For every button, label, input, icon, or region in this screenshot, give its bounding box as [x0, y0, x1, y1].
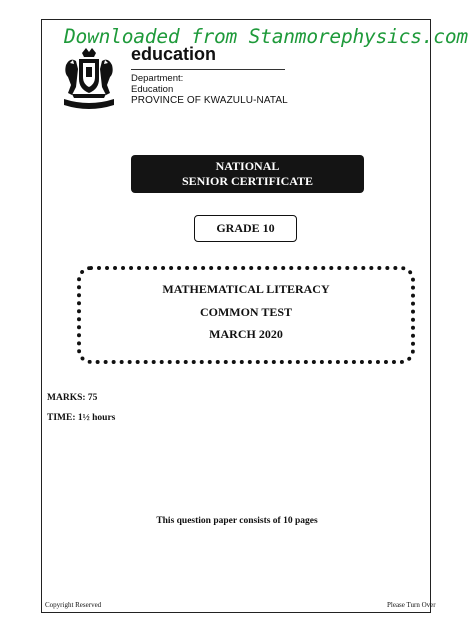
marks-total: MARKS: 75	[47, 393, 98, 403]
download-watermark: Downloaded from Stanmorephysics.com	[64, 25, 468, 48]
certificate-line-national: NATIONAL	[215, 159, 280, 173]
page-count-note: This question paper consists of 10 pages	[156, 516, 318, 526]
department-label: Department:	[131, 73, 184, 84]
subject-title: MATHEMATICAL LITERACY	[162, 282, 330, 296]
department-block	[131, 73, 288, 106]
education-underline	[131, 69, 285, 70]
kzn-coat-of-arms-icon	[58, 47, 120, 113]
certificate-line-senior: SENIOR CERTIFICATE	[181, 174, 314, 188]
test-date: MARCH 2020	[209, 327, 283, 341]
department-name: Education	[131, 84, 174, 95]
please-turn-over-footer: Please Turn Over	[387, 601, 436, 609]
copyright-footer: Copyright Reserved	[45, 601, 102, 609]
education-wordmark: education	[131, 44, 217, 64]
test-details-box	[77, 266, 415, 364]
grade-badge: GRADE 10	[194, 215, 297, 242]
time-allowed: TIME: 1½ hours	[47, 413, 116, 423]
province-name: PROVINCE OF KWAZULU-NATAL	[131, 95, 288, 106]
test-type: COMMON TEST	[199, 305, 293, 319]
certificate-banner	[131, 155, 364, 193]
